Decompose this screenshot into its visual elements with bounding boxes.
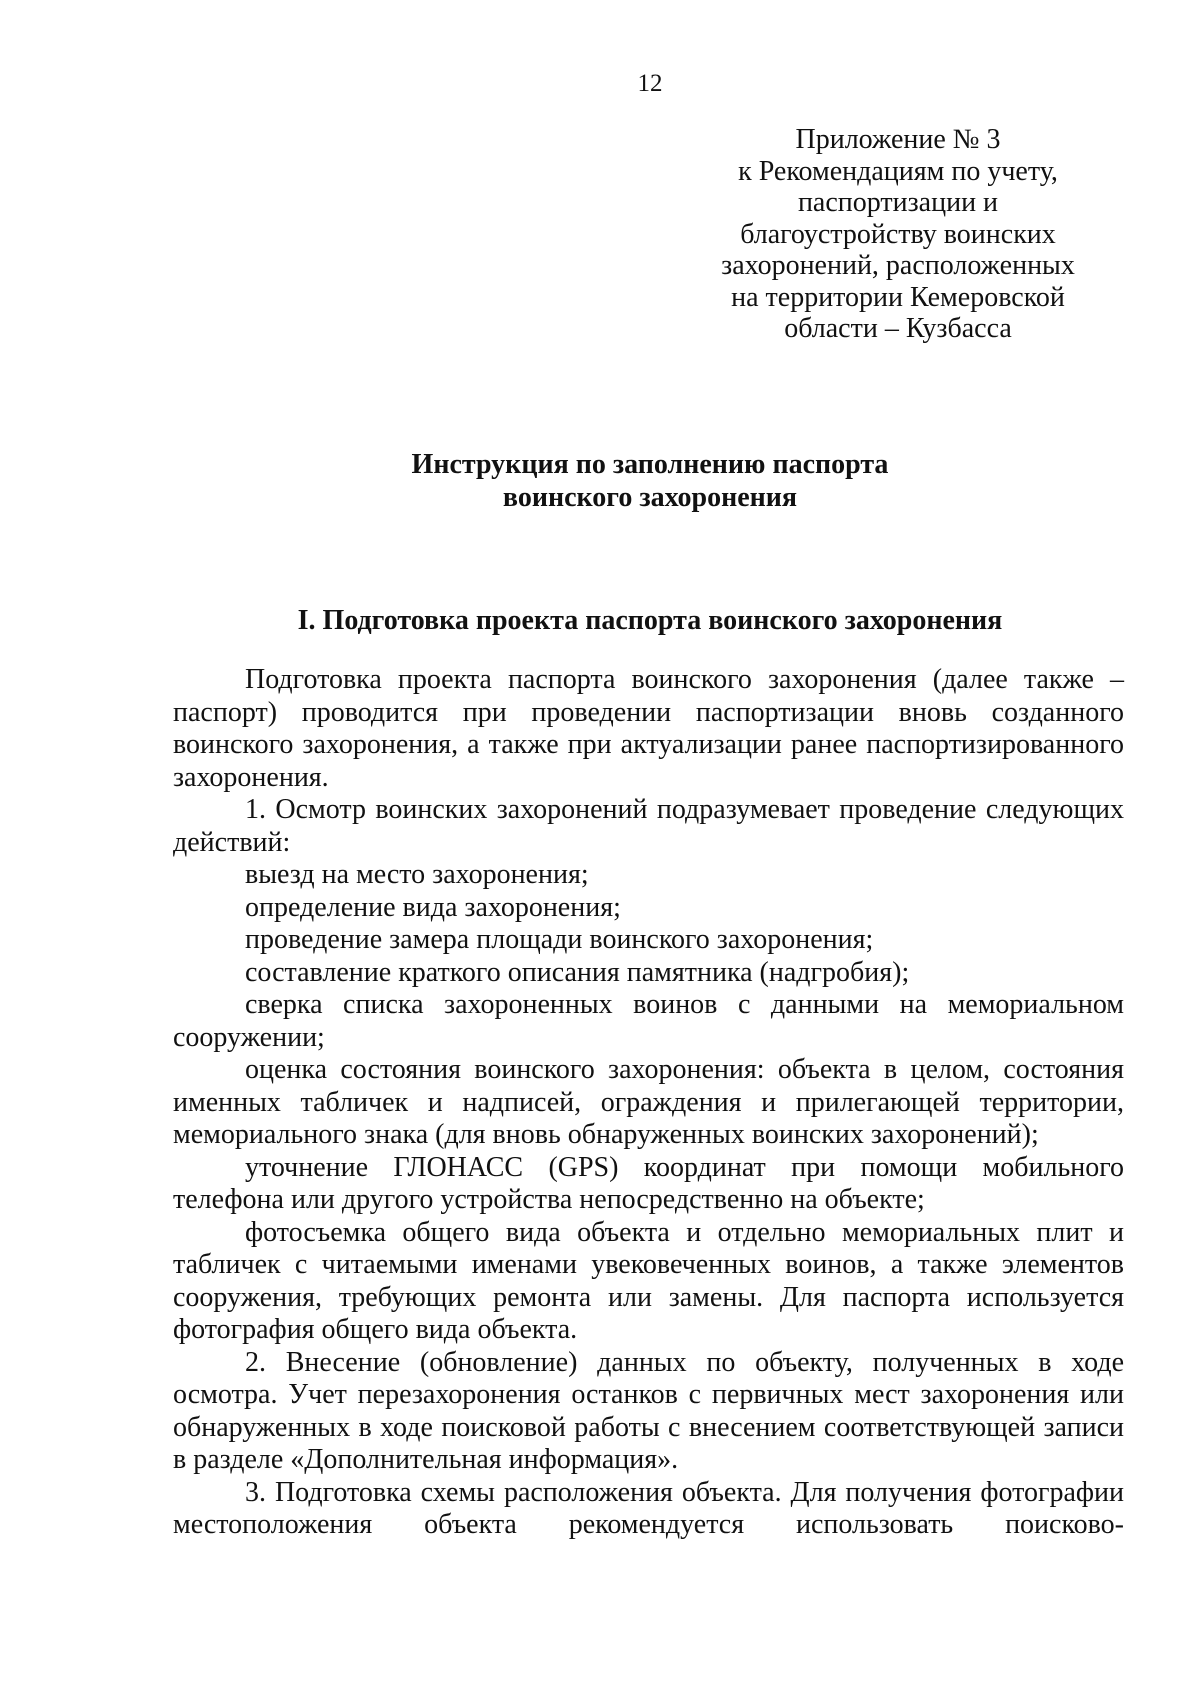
list-item: выезд на место захоронения; (245, 859, 589, 890)
page-number: 12 (637, 70, 663, 97)
paragraph: 2. Внесение (обновление) данных по объекту, полученных в ходе осмотра. Учет перезахоронения останков с первичных мест захоронения или обнаруженных в ходе поисковой работы с внесением соответствующей записи в разделе «Дополнительная информация». (173, 1346, 1124, 1475)
paragraph: Подготовка проекта паспорта воинского захоронения (далее также – паспорт) проводится при проведении паспортизации вновь созданного воинского захоронения, а также при актуализации ранее паспортизированного захоронения. (173, 664, 1124, 793)
list-item: определение вида захоронения; (245, 891, 621, 923)
appendix-line: Приложение № 3 (795, 124, 1001, 155)
appendix-line: на территории Кемеровской (731, 281, 1065, 313)
appendix-line: паспортизации и (797, 187, 999, 218)
list-item: фотосъемка общего вида объекта и отдельно мемориальных плит и табличек с читаемыми именами увековеченных воинов, а также элементов сооружения, требующих ремонта или замены. Для паспорта используется фотография общего вида объекта. (173, 1216, 1124, 1345)
section-body (173, 664, 1124, 1542)
document-title-line: Инструкция по заполнению паспорта (411, 449, 889, 480)
appendix-line: захоронений, расположенных (721, 250, 1075, 281)
list-item: оценка состояния воинского захоронения: объекта в целом, состояния именных табличек и надписей, ограждения и прилегающей территории, мемориального знака (для вновь обнаруженных воинских захоронений); (173, 1054, 1124, 1150)
list-item: уточнение ГЛОНАСС (GPS) координат при помощи мобильного телефона или другого устройства непосредственно на объекте; (173, 1151, 1124, 1215)
appendix-line: к Рекомендациям по учету, (738, 155, 1058, 187)
appendix-reference (718, 124, 1078, 345)
document-title-line: воинского захоронения (502, 482, 798, 513)
document-title (0, 448, 1200, 514)
appendix-line: области – Кузбасса (784, 313, 1012, 344)
section-heading: I. Подготовка проекта паспорта воинского захоронения (297, 605, 1003, 636)
list-item: составление краткого описания памятника (надгробия); (245, 956, 910, 988)
paragraph: 3. Подготовка схемы расположения объекта. Для получения фотографии местоположения объекта рекомендуется использовать поисково- (173, 1476, 1124, 1540)
paragraph: 1. Осмотр воинских захоронений подразумевает проведение следующих действий: (173, 794, 1124, 858)
list-item: проведение замера площади воинского захоронения; (245, 924, 874, 955)
list-item: сверка списка захороненных воинов с данными на мемориальном сооружении; (173, 989, 1124, 1053)
appendix-line: благоустройству воинских (740, 218, 1056, 250)
